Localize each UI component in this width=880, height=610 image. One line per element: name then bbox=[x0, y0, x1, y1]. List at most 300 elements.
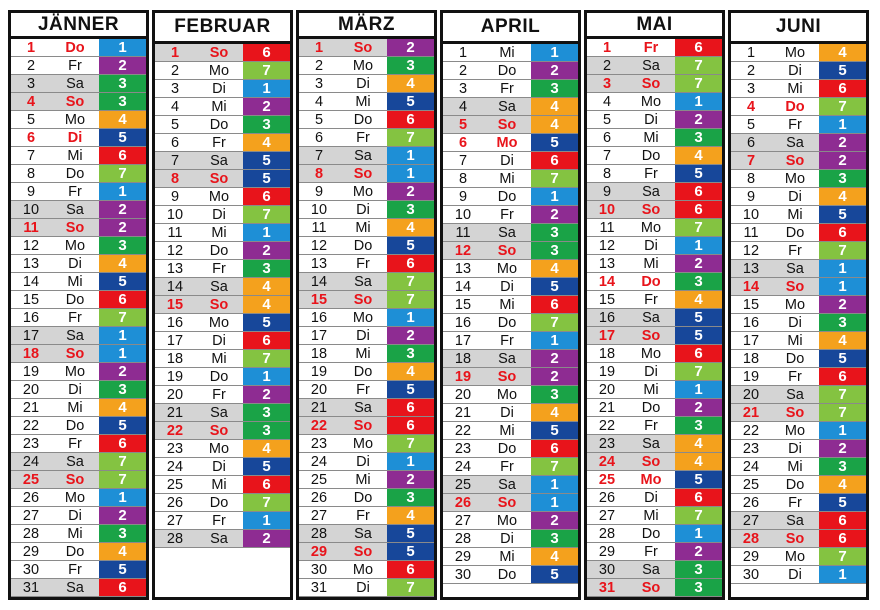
cycle-number-badge: 5 bbox=[99, 129, 146, 146]
day-row bbox=[155, 368, 290, 386]
day-row bbox=[11, 93, 146, 111]
cycle-number-badge: 6 bbox=[99, 579, 146, 596]
day-row bbox=[587, 291, 722, 309]
day-number: 17 bbox=[166, 332, 184, 349]
day-row bbox=[587, 201, 722, 219]
weekday-label: Sa bbox=[210, 152, 228, 169]
day-number: 24 bbox=[598, 453, 616, 470]
day-number: 23 bbox=[22, 435, 40, 452]
day-number: 2 bbox=[170, 62, 180, 79]
weekday-label: Do bbox=[641, 525, 661, 542]
weekday-label: Mi bbox=[355, 345, 371, 362]
weekday-label: Mo bbox=[784, 422, 806, 439]
day-number: 28 bbox=[742, 530, 760, 547]
weekday-label: Di bbox=[788, 314, 802, 331]
day-number: 17 bbox=[22, 327, 40, 344]
day-number: 1 bbox=[602, 39, 612, 56]
weekday-label: Sa bbox=[354, 273, 372, 290]
cycle-number-badge: 7 bbox=[675, 57, 722, 74]
cycle-number-badge: 5 bbox=[819, 350, 866, 367]
day-row bbox=[11, 507, 146, 525]
cycle-number-badge: 7 bbox=[675, 363, 722, 380]
cycle-number-badge: 5 bbox=[819, 206, 866, 223]
cycle-number-badge: 3 bbox=[99, 381, 146, 398]
cycle-number-badge: 3 bbox=[819, 458, 866, 475]
cycle-number-badge: 4 bbox=[675, 291, 722, 308]
day-number: 19 bbox=[742, 368, 760, 385]
weekday-label: So bbox=[65, 219, 85, 236]
day-row bbox=[11, 111, 146, 129]
day-number: 27 bbox=[742, 512, 760, 529]
day-row bbox=[299, 111, 434, 129]
day-row bbox=[155, 188, 290, 206]
day-row bbox=[587, 39, 722, 57]
day-row bbox=[155, 62, 290, 80]
weekday-label: Di bbox=[500, 152, 514, 169]
weekday-label: So bbox=[641, 201, 661, 218]
day-number: 25 bbox=[742, 476, 760, 493]
cycle-number-badge: 5 bbox=[675, 165, 722, 182]
day-number: 28 bbox=[310, 525, 328, 542]
day-number: 4 bbox=[746, 98, 756, 115]
cycle-number-badge: 6 bbox=[387, 561, 434, 578]
weekday-label: Di bbox=[68, 255, 82, 272]
day-list bbox=[155, 44, 290, 548]
month-column bbox=[152, 10, 293, 600]
day-row bbox=[443, 368, 578, 386]
day-row bbox=[11, 327, 146, 345]
cycle-number-badge: 6 bbox=[675, 345, 722, 362]
weekday-label: Fr bbox=[68, 309, 82, 326]
weekday-label: So bbox=[353, 39, 373, 56]
day-row bbox=[155, 476, 290, 494]
weekday-label: Mi bbox=[499, 548, 515, 565]
day-number: 2 bbox=[26, 57, 36, 74]
weekday-label: Do bbox=[65, 165, 85, 182]
cycle-number-badge: 7 bbox=[99, 309, 146, 326]
weekday-label: Mo bbox=[496, 260, 518, 277]
cycle-number-badge: 1 bbox=[387, 147, 434, 164]
weekday-label: Do bbox=[785, 98, 805, 115]
day-number: 13 bbox=[166, 260, 184, 277]
day-row bbox=[155, 404, 290, 422]
day-row bbox=[443, 134, 578, 152]
cycle-number-badge: 6 bbox=[243, 476, 290, 493]
day-row bbox=[443, 332, 578, 350]
weekday-label: Do bbox=[353, 237, 373, 254]
weekday-label: Mo bbox=[208, 440, 230, 457]
day-number: 1 bbox=[458, 44, 468, 61]
cycle-number-badge: 4 bbox=[531, 404, 578, 421]
weekday-label: Mi bbox=[355, 93, 371, 110]
cycle-number-badge: 5 bbox=[675, 471, 722, 488]
weekday-label: Fr bbox=[68, 435, 82, 452]
day-row bbox=[587, 471, 722, 489]
day-row bbox=[731, 98, 866, 116]
day-number: 14 bbox=[22, 273, 40, 290]
weekday-label: Mo bbox=[208, 62, 230, 79]
day-row bbox=[11, 39, 146, 57]
day-number: 8 bbox=[602, 165, 612, 182]
day-number: 9 bbox=[458, 188, 468, 205]
day-number: 27 bbox=[310, 507, 328, 524]
weekday-label: Do bbox=[65, 291, 85, 308]
day-number: 5 bbox=[746, 116, 756, 133]
month-column bbox=[440, 10, 581, 600]
weekday-label: Fr bbox=[500, 80, 514, 97]
day-number: 5 bbox=[602, 111, 612, 128]
weekday-label: Sa bbox=[786, 512, 804, 529]
cycle-number-badge: 4 bbox=[243, 296, 290, 313]
day-row bbox=[299, 219, 434, 237]
day-number: 27 bbox=[22, 507, 40, 524]
day-row bbox=[11, 219, 146, 237]
cycle-number-badge: 5 bbox=[387, 93, 434, 110]
day-row bbox=[155, 134, 290, 152]
weekday-label: Sa bbox=[354, 525, 372, 542]
month-title: MAI bbox=[587, 13, 722, 39]
cycle-number-badge: 7 bbox=[531, 170, 578, 187]
cycle-number-badge: 7 bbox=[675, 75, 722, 92]
day-number: 19 bbox=[22, 363, 40, 380]
cycle-number-badge: 5 bbox=[819, 494, 866, 511]
day-number: 7 bbox=[458, 152, 468, 169]
cycle-number-badge: 6 bbox=[531, 440, 578, 457]
weekday-label: Sa bbox=[354, 147, 372, 164]
day-number: 21 bbox=[166, 404, 184, 421]
day-row bbox=[587, 579, 722, 597]
day-number: 14 bbox=[454, 278, 472, 295]
day-number: 29 bbox=[742, 548, 760, 565]
day-number: 1 bbox=[314, 39, 324, 56]
weekday-label: Di bbox=[356, 327, 370, 344]
day-number: 16 bbox=[310, 309, 328, 326]
cycle-number-badge: 2 bbox=[819, 134, 866, 151]
day-number: 30 bbox=[454, 566, 472, 583]
day-number: 26 bbox=[742, 494, 760, 511]
weekday-label: So bbox=[641, 453, 661, 470]
day-number: 25 bbox=[454, 476, 472, 493]
day-number: 15 bbox=[310, 291, 328, 308]
day-number: 15 bbox=[742, 296, 760, 313]
day-row bbox=[731, 242, 866, 260]
day-row bbox=[299, 489, 434, 507]
day-number: 28 bbox=[454, 530, 472, 547]
day-row bbox=[731, 44, 866, 62]
cycle-number-badge: 6 bbox=[243, 44, 290, 61]
cycle-number-badge: 7 bbox=[675, 219, 722, 236]
cycle-number-badge: 1 bbox=[819, 566, 866, 583]
day-number: 13 bbox=[310, 255, 328, 272]
weekday-label: Fr bbox=[68, 57, 82, 74]
day-number: 1 bbox=[170, 44, 180, 61]
day-row bbox=[11, 309, 146, 327]
cycle-number-badge: 7 bbox=[243, 62, 290, 79]
weekday-label: So bbox=[785, 152, 805, 169]
cycle-number-badge: 1 bbox=[531, 332, 578, 349]
day-number: 24 bbox=[166, 458, 184, 475]
day-row bbox=[443, 62, 578, 80]
day-number: 7 bbox=[26, 147, 36, 164]
day-row bbox=[443, 242, 578, 260]
cycle-number-badge: 6 bbox=[675, 201, 722, 218]
weekday-label: Sa bbox=[354, 399, 372, 416]
day-number: 6 bbox=[170, 134, 180, 151]
day-row bbox=[731, 170, 866, 188]
day-row bbox=[299, 543, 434, 561]
cycle-number-badge: 3 bbox=[99, 237, 146, 254]
cycle-number-badge: 2 bbox=[99, 219, 146, 236]
weekday-label: Mo bbox=[640, 219, 662, 236]
weekday-label: Fr bbox=[500, 458, 514, 475]
day-row bbox=[299, 39, 434, 57]
weekday-label: Sa bbox=[786, 386, 804, 403]
cycle-number-badge: 2 bbox=[819, 152, 866, 169]
cycle-number-badge: 7 bbox=[99, 165, 146, 182]
day-row bbox=[587, 273, 722, 291]
weekday-label: Mo bbox=[496, 386, 518, 403]
weekday-label: Mo bbox=[352, 561, 374, 578]
day-number: 26 bbox=[22, 489, 40, 506]
cycle-number-badge: 2 bbox=[675, 543, 722, 560]
day-number: 19 bbox=[598, 363, 616, 380]
day-number: 20 bbox=[22, 381, 40, 398]
day-row bbox=[299, 201, 434, 219]
day-number: 12 bbox=[22, 237, 40, 254]
weekday-label: Fr bbox=[356, 381, 370, 398]
weekday-label: Fr bbox=[212, 386, 226, 403]
day-number: 16 bbox=[454, 314, 472, 331]
weekday-label: So bbox=[641, 75, 661, 92]
day-row bbox=[11, 561, 146, 579]
cycle-number-badge: 3 bbox=[531, 530, 578, 547]
day-row bbox=[731, 566, 866, 584]
day-row bbox=[587, 165, 722, 183]
weekday-label: Mi bbox=[67, 273, 83, 290]
day-row bbox=[443, 548, 578, 566]
day-number: 22 bbox=[166, 422, 184, 439]
day-number: 5 bbox=[26, 111, 36, 128]
day-row bbox=[11, 201, 146, 219]
weekday-label: Mo bbox=[640, 345, 662, 362]
day-number: 7 bbox=[602, 147, 612, 164]
day-row bbox=[587, 237, 722, 255]
cycle-number-badge: 2 bbox=[387, 183, 434, 200]
cycle-number-badge: 1 bbox=[243, 224, 290, 241]
cycle-number-badge: 3 bbox=[387, 345, 434, 362]
cycle-number-badge: 6 bbox=[819, 368, 866, 385]
day-number: 9 bbox=[26, 183, 36, 200]
day-row bbox=[587, 147, 722, 165]
cycle-number-badge: 4 bbox=[531, 548, 578, 565]
weekday-label: Mi bbox=[643, 507, 659, 524]
day-row bbox=[155, 242, 290, 260]
day-number: 13 bbox=[454, 260, 472, 277]
day-row bbox=[443, 440, 578, 458]
weekday-label: Di bbox=[356, 579, 370, 596]
cycle-number-badge: 3 bbox=[531, 224, 578, 241]
day-row bbox=[299, 273, 434, 291]
day-row bbox=[299, 93, 434, 111]
cycle-number-badge: 3 bbox=[819, 170, 866, 187]
day-row bbox=[587, 489, 722, 507]
day-row bbox=[155, 422, 290, 440]
weekday-label: Do bbox=[353, 111, 373, 128]
weekday-label: Fr bbox=[68, 561, 82, 578]
day-number: 29 bbox=[454, 548, 472, 565]
day-row bbox=[299, 417, 434, 435]
day-row bbox=[443, 404, 578, 422]
day-row bbox=[155, 386, 290, 404]
cycle-number-badge: 1 bbox=[387, 165, 434, 182]
day-row bbox=[587, 219, 722, 237]
day-number: 31 bbox=[598, 579, 616, 596]
day-number: 22 bbox=[742, 422, 760, 439]
cycle-number-badge: 7 bbox=[819, 98, 866, 115]
day-row bbox=[11, 453, 146, 471]
cycle-number-badge: 1 bbox=[531, 44, 578, 61]
cycle-number-badge: 5 bbox=[531, 278, 578, 295]
cycle-number-badge: 3 bbox=[243, 116, 290, 133]
cycle-number-badge: 3 bbox=[99, 93, 146, 110]
weekday-label: Sa bbox=[642, 435, 660, 452]
day-number: 17 bbox=[598, 327, 616, 344]
day-row bbox=[299, 309, 434, 327]
cycle-number-badge: 7 bbox=[819, 242, 866, 259]
cycle-number-badge: 4 bbox=[387, 219, 434, 236]
day-number: 2 bbox=[314, 57, 324, 74]
cycle-number-badge: 6 bbox=[387, 399, 434, 416]
cycle-number-badge: 1 bbox=[99, 183, 146, 200]
weekday-label: Di bbox=[788, 188, 802, 205]
day-row bbox=[299, 327, 434, 345]
day-row bbox=[155, 494, 290, 512]
cycle-number-badge: 7 bbox=[387, 129, 434, 146]
cycle-number-badge: 2 bbox=[243, 530, 290, 547]
day-row bbox=[11, 543, 146, 561]
weekday-label: Do bbox=[497, 314, 517, 331]
weekday-label: Mi bbox=[787, 458, 803, 475]
weekday-label: So bbox=[497, 116, 517, 133]
month-title: APRIL bbox=[443, 13, 578, 44]
weekday-label: Mo bbox=[352, 435, 374, 452]
day-number: 2 bbox=[458, 62, 468, 79]
day-row bbox=[587, 327, 722, 345]
day-number: 18 bbox=[22, 345, 40, 362]
day-row bbox=[587, 255, 722, 273]
weekday-label: Do bbox=[209, 116, 229, 133]
day-row bbox=[587, 363, 722, 381]
day-number: 6 bbox=[26, 129, 36, 146]
weekday-label: Fr bbox=[788, 116, 802, 133]
weekday-label: Do bbox=[209, 494, 229, 511]
day-row bbox=[443, 530, 578, 548]
weekday-label: Do bbox=[353, 489, 373, 506]
cycle-number-badge: 5 bbox=[99, 273, 146, 290]
day-number: 2 bbox=[746, 62, 756, 79]
cycle-number-badge: 6 bbox=[99, 435, 146, 452]
day-number: 20 bbox=[166, 386, 184, 403]
weekday-label: Di bbox=[67, 129, 83, 146]
day-number: 26 bbox=[454, 494, 472, 511]
weekday-label: Mo bbox=[496, 512, 518, 529]
weekday-label: Mi bbox=[499, 170, 515, 187]
day-number: 13 bbox=[22, 255, 40, 272]
day-number: 19 bbox=[454, 368, 472, 385]
weekday-label: Mo bbox=[64, 489, 86, 506]
day-row bbox=[155, 512, 290, 530]
weekday-label: Di bbox=[212, 332, 226, 349]
day-number: 15 bbox=[598, 291, 616, 308]
day-row bbox=[11, 381, 146, 399]
day-number: 13 bbox=[598, 255, 616, 272]
weekday-label: Do bbox=[641, 147, 661, 164]
cycle-number-badge: 7 bbox=[531, 314, 578, 331]
cycle-number-badge: 4 bbox=[819, 332, 866, 349]
cycle-number-badge: 2 bbox=[531, 512, 578, 529]
day-row bbox=[11, 579, 146, 597]
day-row bbox=[443, 350, 578, 368]
day-row bbox=[731, 350, 866, 368]
weekday-label: Sa bbox=[66, 327, 84, 344]
cycle-number-badge: 5 bbox=[99, 417, 146, 434]
day-number: 19 bbox=[310, 363, 328, 380]
day-row bbox=[11, 273, 146, 291]
weekday-label: So bbox=[497, 242, 517, 259]
weekday-label: So bbox=[65, 93, 85, 110]
cycle-number-badge: 6 bbox=[243, 332, 290, 349]
day-row bbox=[155, 80, 290, 98]
day-row bbox=[731, 116, 866, 134]
day-row bbox=[587, 111, 722, 129]
day-row bbox=[11, 75, 146, 93]
day-row bbox=[587, 345, 722, 363]
weekday-label: Fr bbox=[644, 543, 658, 560]
weekday-label: Fr bbox=[212, 260, 226, 277]
day-row bbox=[443, 386, 578, 404]
cycle-number-badge: 6 bbox=[531, 152, 578, 169]
day-row bbox=[299, 471, 434, 489]
day-number: 11 bbox=[311, 219, 327, 236]
day-number: 3 bbox=[746, 80, 756, 97]
day-row bbox=[443, 170, 578, 188]
day-row bbox=[155, 116, 290, 134]
cycle-number-badge: 6 bbox=[531, 296, 578, 313]
day-number: 24 bbox=[454, 458, 472, 475]
month-title: FEBRUAR bbox=[155, 13, 290, 44]
day-row bbox=[587, 309, 722, 327]
day-number: 22 bbox=[454, 422, 472, 439]
weekday-label: Mo bbox=[640, 93, 662, 110]
day-number: 8 bbox=[746, 170, 756, 187]
weekday-label: Do bbox=[785, 350, 805, 367]
cycle-number-badge: 5 bbox=[243, 152, 290, 169]
day-number: 21 bbox=[454, 404, 472, 421]
day-number: 25 bbox=[166, 476, 184, 493]
weekday-label: Di bbox=[356, 201, 370, 218]
day-number: 13 bbox=[742, 260, 760, 277]
day-row bbox=[443, 476, 578, 494]
day-number: 11 bbox=[599, 219, 615, 236]
day-number: 18 bbox=[742, 350, 760, 367]
cycle-number-badge: 3 bbox=[675, 273, 722, 290]
weekday-label: Mi bbox=[355, 219, 371, 236]
day-number: 21 bbox=[310, 399, 328, 416]
day-number: 6 bbox=[314, 129, 324, 146]
cycle-number-badge: 4 bbox=[531, 260, 578, 277]
weekday-label: Mi bbox=[67, 525, 83, 542]
cycle-number-badge: 6 bbox=[819, 512, 866, 529]
